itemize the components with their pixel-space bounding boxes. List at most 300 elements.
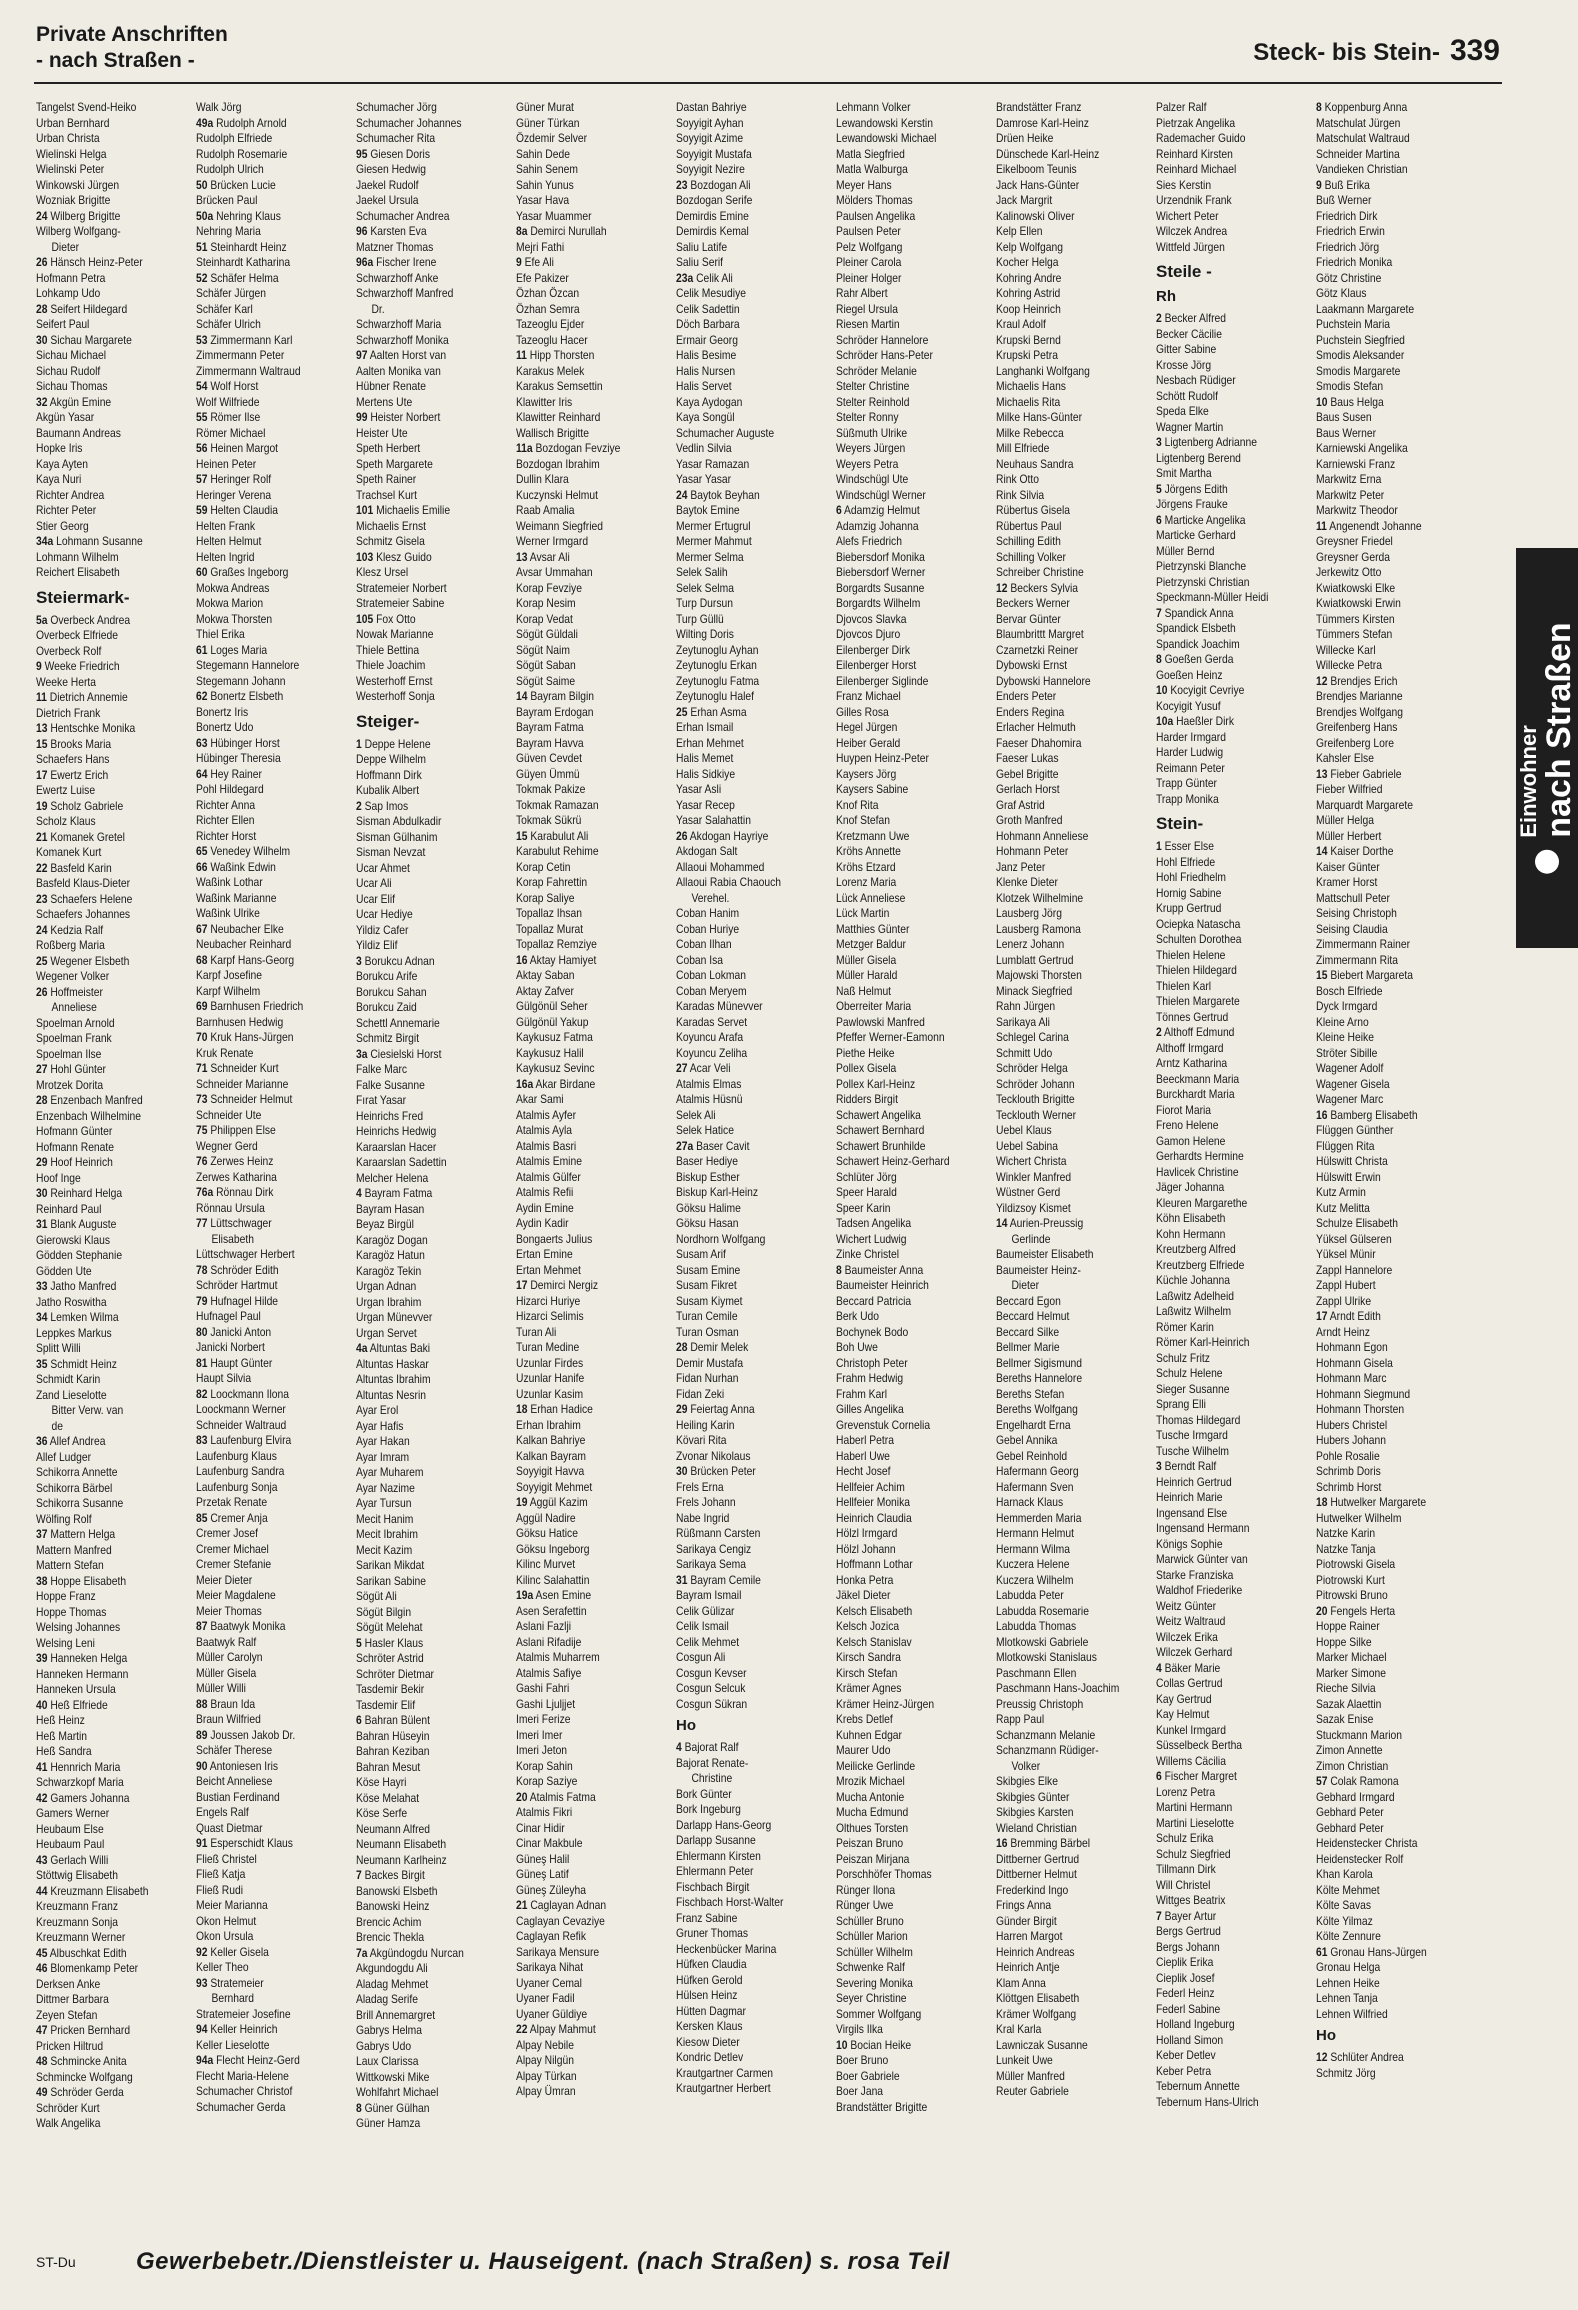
resident-entry: Heinrichs Hedwig (356, 1124, 437, 1138)
resident-entry: Atalmis Basri (516, 1138, 577, 1153)
resident-entry: Weitz Günter (1156, 1598, 1217, 1613)
resident-entry: Sögüt Bilgin (356, 1604, 412, 1619)
resident-entry: Janicki Norbert (196, 1340, 265, 1354)
resident-entry: Keller Lieselotte (196, 2037, 270, 2052)
resident-entry: 59 Helten Claudia (196, 503, 279, 517)
resident-entry: Wichert Peter (1156, 208, 1219, 223)
resident-entry: Bervar Günter (996, 611, 1061, 626)
resident-entry: Kramer Horst (1316, 875, 1378, 889)
resident-entry: Seising Christoph (1316, 906, 1397, 920)
resident-entry: Atalmis Fikri (516, 1805, 573, 1819)
resident-entry: Gruner Thomas (676, 1926, 749, 1940)
resident-entry: Schettl Annemarie (356, 1015, 440, 1030)
house-number: 17 (1316, 1309, 1328, 1323)
house-number: 99 (356, 410, 368, 424)
house-number: 8 (1156, 652, 1162, 666)
resident-entry: Wozniak Brigitte (36, 193, 111, 207)
resident-entry: Alpay Ümran (516, 2084, 576, 2098)
resident-entry: Willems Cäcilia (1156, 1753, 1226, 1768)
resident-entry: Matzner Thomas (356, 239, 434, 254)
resident-entry: Römer Karin (1156, 1319, 1214, 1334)
resident-entry: Minack Siegfried (996, 983, 1073, 998)
house-number: 80 (196, 1324, 208, 1339)
resident-entry: Heiber Gerald (836, 735, 901, 750)
resident-entry: Stöttwig Elisabeth (36, 1868, 119, 1882)
house-number: 34 (36, 1310, 48, 1324)
house-number: 5 (1156, 481, 1162, 496)
resident-entry: Neumann Elisabeth (356, 1837, 447, 1851)
resident-entry: Goeßen Heinz (1156, 667, 1223, 682)
resident-entry: Kelp Ellen (996, 224, 1043, 238)
resident-entry: 27 Hohl Günter (36, 1062, 107, 1076)
resident-entry: 49 Schröder Gerda (36, 2085, 124, 2099)
house-number: 10a (1156, 714, 1174, 728)
resident-entry: Gerhardts Hermine (1156, 1149, 1244, 1163)
resident-entry: Krämer Wolfgang (996, 2006, 1077, 2021)
resident-entry: Hohl Elfriede (1156, 854, 1216, 869)
resident-entry: Harder Irmgard (1156, 729, 1226, 744)
resident-entry: Hellfeier Monika (836, 1495, 911, 1509)
resident-entry: Kleine Heike (1316, 1030, 1374, 1044)
entry-continuation: Anneliese (51, 1000, 97, 1014)
resident-entry: Reimann Peter (1156, 760, 1225, 775)
resident-entry: Thiele Bettina (356, 642, 420, 657)
resident-entry: Wilczek Erika (1156, 1629, 1218, 1644)
resident-entry: Yasar Recep (676, 797, 735, 812)
resident-entry: Uzunlar Kasim (516, 1386, 584, 1401)
resident-entry: Heinrichs Fred (356, 1108, 424, 1123)
resident-entry: 12 Brendjes Erich (1316, 673, 1398, 688)
resident-entry: Kohn Hermann (1156, 1226, 1226, 1241)
resident-entry: Atalmis Refii (516, 1185, 574, 1199)
resident-entry: Schäfer Ulrich (196, 317, 261, 331)
resident-entry: Susam Fikret (676, 1278, 737, 1292)
resident-entry: Aslani Rifadije (516, 1634, 582, 1649)
resident-entry: 17 Demirci Nergiz (516, 1278, 599, 1292)
house-number: 52 (196, 270, 208, 285)
resident-entry: Wittges Beatrix (1156, 1893, 1226, 1907)
resident-entry: 23 Schaefers Helene (36, 891, 133, 906)
house-number: 14 (996, 1216, 1008, 1230)
resident-entry: Topallaz Ihsan (516, 906, 582, 920)
resident-entry: Zappl Hannelore (1316, 1262, 1393, 1277)
resident-entry: Schüller Bruno (836, 1913, 904, 1928)
resident-entry: Dittmer Barbara (36, 1992, 109, 2006)
resident-entry: 9 Weeke Friedrich (36, 659, 120, 673)
house-number: 50a (196, 208, 214, 223)
resident-entry: Aydin Kadir (516, 1216, 569, 1230)
resident-entry: Schwarzhoff Maria (356, 317, 442, 331)
resident-entry: 19 Scholz Gabriele (36, 798, 124, 813)
resident-entry: Güyen Ümmü (516, 766, 580, 781)
resident-entry: Pfeffer Werner-Eamonn (836, 1030, 945, 1044)
resident-entry: Tokmak Sükrü (516, 813, 582, 827)
house-number: 83 (196, 1433, 208, 1447)
resident-entry: Smodis Aleksander (1316, 348, 1405, 362)
resident-entry: 75 Philippen Else (196, 1123, 276, 1137)
resident-entry: 26 Hänsch Heinz-Peter (36, 255, 143, 269)
resident-entry: Zappl Ulrike (1316, 1293, 1372, 1308)
resident-entry: Selek Selma (676, 580, 734, 595)
resident-entry: Krupp Gertrud (1156, 901, 1222, 915)
resident-entry: 8 Goeßen Gerda (1156, 652, 1234, 666)
resident-entry: Fischbach Horst-Walter (676, 1895, 784, 1909)
resident-entry: Hoppe Franz (36, 1589, 96, 1603)
house-number: 63 (196, 735, 208, 750)
house-number: 49a (196, 115, 214, 130)
resident-entry: 34 Lemken Wilma (36, 1310, 119, 1324)
resident-entry: Fließ Katja (196, 1867, 246, 1881)
resident-entry: Nordhorn Wolfgang (676, 1231, 766, 1246)
resident-entry: 83 Laufenburg Elvira (196, 1433, 292, 1447)
resident-entry: Dittberner Helmut (996, 1867, 1077, 1881)
resident-entry: Laakmann Margarete (1316, 301, 1415, 316)
resident-entry: Schwarzhoff Monika (356, 332, 449, 347)
resident-entry: Özdemir Selver (516, 131, 588, 145)
resident-entry: Boh Uwe (836, 1340, 878, 1354)
resident-entry: Müller Herbert (1316, 828, 1382, 843)
resident-entry: Wilberg Wolfgang- (36, 224, 121, 238)
resident-entry: Hizarci Selimis (516, 1309, 584, 1323)
resident-entry: Wagner Martin (1156, 419, 1224, 434)
resident-entry: 30 Reinhard Helga (36, 1186, 123, 1200)
resident-entry: Skibgies Karsten (996, 1805, 1074, 1819)
resident-entry: 8 Koppenburg Anna (1316, 100, 1408, 114)
resident-entry: Akgün Yasar (36, 410, 95, 424)
directory-column (516, 100, 676, 2132)
resident-entry: Jörgens Frauke (1156, 497, 1228, 511)
resident-entry: Güner Hamza (356, 2116, 421, 2130)
resident-entry: Meier Thomas (196, 1603, 262, 1618)
resident-entry: Küchle Johanna (1156, 1273, 1231, 1287)
resident-entry: Hoof Inge (36, 1170, 81, 1185)
resident-entry: Mermer Ertugrul (676, 518, 751, 533)
resident-entry: Becker Cäcilie (1156, 326, 1222, 341)
house-number: 85 (196, 1510, 208, 1525)
resident-entry: Klawitter Iris (516, 394, 573, 409)
resident-entry: Schilling Edith (996, 534, 1061, 548)
resident-entry: Kaya Nuri (36, 472, 82, 486)
resident-entry: Kreutzberg Elfriede (1156, 1257, 1245, 1272)
resident-entry: Tokmak Pakize (516, 782, 586, 796)
resident-entry: Bochynek Bodo (836, 1324, 909, 1339)
resident-entry: Tillmann Dirk (1156, 1862, 1216, 1876)
resident-entry: Ayar Nazime (356, 1480, 415, 1495)
resident-entry: Beyaz Birgül (356, 1217, 414, 1231)
resident-entry: Ayar Hakan (356, 1434, 410, 1448)
resident-entry: Hemmerden Maria (996, 1510, 1082, 1525)
resident-entry: Damrose Karl-Heinz (996, 115, 1089, 130)
resident-entry: Schaefers Hans (36, 752, 110, 766)
resident-entry: Brill Annemargret (356, 2007, 436, 2022)
bullet-icon (1535, 850, 1559, 874)
house-number: 76a (196, 1185, 214, 1199)
section-title-line2: - nach Straßen - (36, 49, 195, 72)
house-number: 95 (356, 146, 368, 161)
resident-entry: 30 Brücken Peter (676, 1464, 756, 1478)
resident-entry: 25 Wegener Elsbeth (36, 953, 130, 968)
resident-entry: Gronau Helga (1316, 1960, 1381, 1974)
resident-entry: Speth Margarete (356, 456, 433, 471)
house-number: 24 (676, 487, 688, 502)
resident-entry: Kuczera Wilhelm (996, 1572, 1074, 1587)
resident-entry: Thiele Joachim (356, 658, 426, 672)
resident-entry: Krämer Heinz-Jürgen (836, 1696, 935, 1711)
house-number: 31 (36, 1217, 48, 1231)
resident-entry: Sahin Dede (516, 146, 570, 161)
resident-entry: Karaarslan Hacer (356, 1139, 437, 1154)
house-number: 96a (356, 255, 374, 269)
resident-entry: Hubers Christel (1316, 1417, 1388, 1432)
resident-entry: Korap Saziye (516, 1774, 578, 1788)
resident-entry: Schmidt Karin (36, 1372, 101, 1386)
resident-entry: 39 Hanneken Helga (36, 1651, 128, 1665)
resident-entry: Melcher Helena (356, 1170, 429, 1185)
house-number: 91 (196, 1836, 208, 1850)
house-number: 15 (36, 736, 48, 751)
resident-entry: Krautgartner Carmen (676, 2065, 773, 2080)
directory-column (996, 100, 1156, 2132)
resident-entry: Korap Sahin (516, 1758, 573, 1773)
resident-entry: Aalten Monika van (356, 363, 441, 378)
resident-entry: Cosgun Sükran (676, 1696, 748, 1711)
resident-entry: Tümmers Kirsten (1316, 611, 1395, 626)
resident-entry: Urban Christa (36, 131, 100, 145)
resident-entry: 5 Jörgens Edith (1156, 481, 1228, 496)
resident-entry: Sögüt Ali (356, 1589, 397, 1603)
resident-entry: Kelsch Stanislav (836, 1634, 912, 1649)
resident-entry: Kreutzberg Alfred (1156, 1242, 1236, 1256)
resident-entry: Engelhardt Erna (996, 1417, 1071, 1432)
resident-entry: 76 Zerwes Heinz (196, 1154, 274, 1168)
resident-entry: Brencic Achim (356, 1914, 422, 1929)
resident-entry: Bellmer Marie (996, 1340, 1060, 1354)
resident-entry: Heckenbücker Marina (676, 1941, 777, 1956)
resident-entry: Federl Sabine (1156, 2001, 1221, 2016)
resident-entry: Müller Gisela (196, 1665, 257, 1680)
resident-entry: Mattern Manfred (36, 1542, 112, 1557)
resident-entry: Nehring Maria (196, 224, 261, 238)
resident-entry: Paschmann Ellen (996, 1665, 1077, 1680)
resident-entry: Schanzmann Rüdiger- (996, 1743, 1099, 1757)
house-number: 42 (36, 1790, 48, 1805)
resident-entry: Greifenberg Hans (1316, 720, 1398, 734)
resident-entry: Collas Gertrud (1156, 1676, 1223, 1690)
resident-entry: Bahran Mesut (356, 1759, 421, 1774)
resident-entry: 65 Venedey Wilhelm (196, 844, 291, 858)
resident-entry: Döch Barbara (676, 317, 740, 331)
resident-entry: Eikelboom Teunis (996, 162, 1077, 176)
resident-entry: Richter Andrea (36, 487, 105, 502)
house-number: 26 (36, 984, 48, 999)
resident-entry: Schröder Johann (996, 1076, 1075, 1091)
resident-entry: Caglayan Cevaziye (516, 1913, 605, 1928)
resident-entry: Gabrys Udo (356, 2038, 412, 2053)
resident-entry: Jack Margrit (996, 193, 1053, 207)
resident-entry: Milke Hans-Günter (996, 410, 1083, 424)
resident-entry: Uyaner Cemal (516, 1975, 582, 1990)
house-number: 14 (516, 689, 528, 703)
resident-entry: Ermair Georg (676, 332, 738, 347)
resident-entry: Römer Karl-Heinrich (1156, 1335, 1250, 1349)
resident-entry: Schneider Waltraud (196, 1417, 287, 1432)
resident-entry: Aktay Zafver (516, 983, 574, 998)
resident-entry: Karpf Josefine (196, 968, 262, 982)
resident-entry: Sisman Abdulkadir (356, 814, 442, 828)
resident-entry: Klam Anna (996, 1975, 1046, 1990)
directory-column (36, 100, 196, 2132)
resident-entry: Arntz Katharina (1156, 1056, 1228, 1070)
house-number: 55 (196, 410, 208, 424)
resident-entry: Rudolph Elfriede (196, 131, 273, 145)
resident-entry: Skibgies Günter (996, 1789, 1070, 1804)
resident-entry: 67 Neubacher Elke (196, 921, 284, 936)
resident-entry: Banowski Heinz (356, 1899, 430, 1913)
resident-entry: Demirdis Kemal (676, 224, 749, 238)
resident-entry: Althoff Irmgard (1156, 1040, 1224, 1055)
resident-entry: Yasar Salahattin (676, 813, 751, 827)
resident-entry: Pietrzynski Christian (1156, 574, 1250, 589)
resident-entry: Pleiner Holger (836, 270, 902, 285)
house-number: 7 (1156, 1908, 1162, 1923)
resident-entry: Scholz Klaus (36, 814, 96, 828)
side-tab-line1: Einwohner (1516, 725, 1541, 838)
house-number: 54 (196, 379, 208, 393)
resident-entry: Freno Helene (1156, 1118, 1219, 1132)
house-number: 49 (36, 2085, 48, 2099)
resident-entry: Wegener Volker (36, 969, 110, 983)
house-number: 3 (1156, 1459, 1162, 1473)
house-number: 28 (36, 301, 48, 316)
resident-entry: Lewandowski Kerstin (836, 115, 933, 130)
resident-entry: Ayar Erol (356, 1403, 399, 1417)
resident-entry: Heinrich Gertrud (1156, 1474, 1232, 1489)
resident-entry: Hohmann Peter (996, 844, 1069, 858)
resident-entry: Raab Amalia (516, 503, 575, 517)
resident-entry: Költe Mehmet (1316, 1882, 1380, 1897)
house-number: 60 (196, 565, 208, 579)
resident-entry: Schmitz Gisela (356, 534, 425, 548)
resident-entry: Pietrzak Angelika (1156, 115, 1236, 130)
resident-entry: 92 Keller Gisela (196, 1944, 269, 1959)
resident-entry: 8 Baumeister Anna (836, 1262, 924, 1277)
resident-entry: 14 Bayram Bilgin (516, 689, 595, 703)
resident-entry: Schilling Volker (996, 549, 1066, 564)
house-number: 4 (676, 1740, 682, 1754)
resident-entry: Köse Melahat (356, 1790, 420, 1805)
resident-entry: 1 Esser Else (1156, 839, 1214, 853)
house-number: 8a (516, 224, 528, 238)
resident-entry: Schumacher Auguste (676, 425, 775, 440)
resident-entry: Altuntas Haskar (356, 1356, 429, 1371)
resident-entry: 16 Bremming Bärbel (996, 1836, 1091, 1850)
resident-entry: Karpf Wilhelm (196, 983, 261, 998)
resident-entry: Günder Birgit (996, 1913, 1057, 1928)
resident-entry: Markwitz Erna (1316, 472, 1382, 486)
resident-entry: Schumacher Christof (196, 2084, 293, 2098)
resident-entry: Königs Sophie (1156, 1536, 1223, 1551)
house-number: 69 (196, 999, 208, 1013)
resident-entry: Stelter Reinhold (836, 394, 910, 409)
resident-entry: Allaoui Rabia Chaouch (676, 875, 782, 889)
resident-entry: Virgils Ilka (836, 2022, 883, 2036)
resident-entry: Soyyigit Havva (516, 1464, 585, 1478)
resident-entry: Zimmermann Rita (1316, 952, 1399, 967)
resident-entry: Köse Serfe (356, 1806, 408, 1820)
resident-entry: Sisman Gülhanim (356, 829, 438, 844)
resident-entry: Lück Anneliese (836, 890, 906, 905)
house-number: 3 (356, 953, 362, 968)
resident-entry: Giesen Hedwig (356, 162, 426, 176)
resident-entry: Hübinger Theresia (196, 751, 281, 765)
house-number: 94a (196, 2053, 214, 2067)
resident-entry: Schumacher Jörg (356, 100, 437, 114)
resident-entry: Ligtenberg Berend (1156, 450, 1241, 465)
resident-entry: Fiorot Maria (1156, 1102, 1212, 1117)
house-number: 89 (196, 1727, 208, 1742)
resident-entry: Reinhard Paul (36, 1201, 102, 1216)
resident-entry: Müller Bernd (1156, 543, 1215, 558)
resident-entry: Schulze Elisabeth (1316, 1216, 1399, 1230)
resident-entry: Pohl Hildegard (196, 782, 264, 796)
resident-entry: Beccard Egon (996, 1293, 1061, 1308)
resident-entry: Schikorra Susanne (36, 1496, 124, 1510)
resident-entry: Beeckmann Maria (1156, 1071, 1240, 1086)
resident-entry: Kwiatkowski Erwin (1316, 596, 1401, 610)
resident-entry: Sisman Nevzat (356, 845, 426, 859)
house-number: 68 (196, 952, 208, 967)
resident-entry: Yasar Yasar (676, 472, 732, 486)
resident-entry: Karakus Melek (516, 363, 585, 378)
house-number: 20 (516, 1789, 528, 1804)
house-number: 18 (1316, 1495, 1328, 1509)
street-heading: Steiermark- (36, 587, 130, 607)
resident-entry: Helten Ingrid (196, 549, 255, 564)
house-number: 8 (356, 2100, 362, 2115)
resident-entry: Yildiz Cafer (356, 922, 409, 937)
resident-entry: Turan Cemile (676, 1309, 738, 1323)
resident-entry: 29 Hoof Heinrich (36, 1155, 113, 1169)
resident-entry: 52 Schäfer Helma (196, 270, 279, 285)
resident-entry: Kalkan Bayram (516, 1448, 586, 1463)
house-number: 23 (36, 891, 48, 906)
resident-entry: Gilles Rosa (836, 704, 889, 719)
resident-entry: Urgan Adnan (356, 1279, 417, 1293)
resident-entry: Hölzl Irmgard (836, 1526, 898, 1540)
resident-entry: Koop Heinrich (996, 301, 1061, 316)
resident-entry: Bustian Ferdinand (196, 1789, 280, 1804)
resident-entry: Mucha Antonie (836, 1789, 905, 1804)
resident-entry: Jäger Johanna (1156, 1180, 1225, 1194)
resident-entry: Korap Nesim (516, 596, 576, 610)
resident-entry: Jatho Roswitha (36, 1294, 107, 1309)
resident-entry: Tusche Wilhelm (1156, 1443, 1230, 1458)
resident-entry: Heß Martin (36, 1728, 88, 1743)
resident-entry: 91 Esperschidt Klaus (196, 1836, 293, 1850)
resident-entry: Spandick Elsbeth (1156, 621, 1236, 635)
resident-entry: Piotrowski Kurt (1316, 1572, 1385, 1587)
resident-entry: Brencic Thekla (356, 1930, 425, 1944)
resident-entry: Bork Ingeburg (676, 1802, 741, 1816)
resident-entry: Yasar Hava (516, 193, 570, 207)
resident-entry: Kral Karla (996, 2022, 1042, 2036)
resident-entry: Gamers Werner (36, 1806, 110, 1820)
resident-entry: Imeri Ferize (516, 1712, 571, 1726)
resident-entry: Harnack Klaus (996, 1495, 1064, 1509)
resident-entry: Hanneken Ursula (36, 1682, 116, 1696)
house-number: 47 (36, 2023, 48, 2037)
resident-entry: Labudda Rosemarie (996, 1603, 1089, 1618)
